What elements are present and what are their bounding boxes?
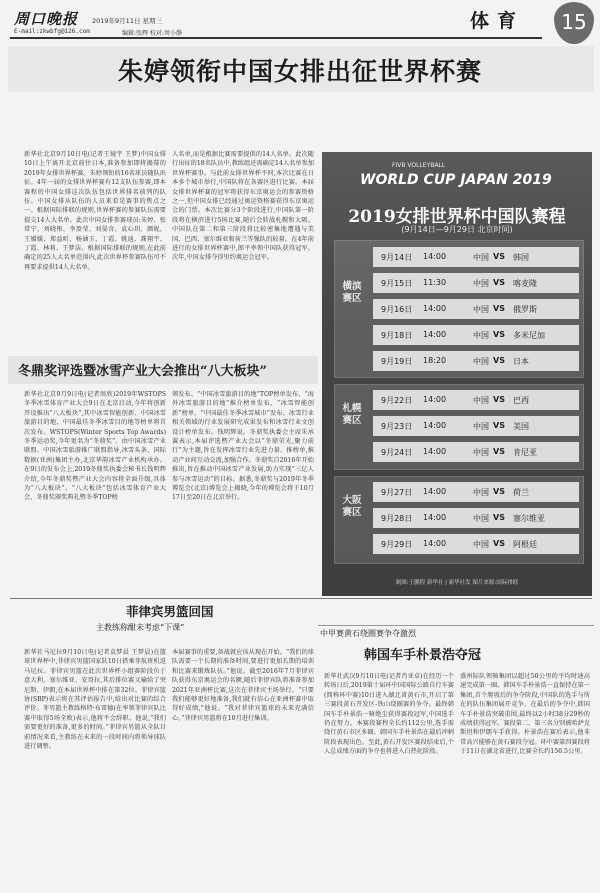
poster-credit: 制图:王鹏程 新华社 | 新华社发 图片来源:国际排联 [395, 580, 519, 586]
schedule-row [373, 416, 579, 436]
vs: VS [493, 447, 505, 456]
masthead: 周口晚报 [14, 10, 79, 28]
team: 中国 [473, 253, 489, 262]
editors-credit: 编辑:张辉 校对:周小静 [122, 30, 182, 37]
match-date: 9月23日 [381, 422, 413, 431]
vs: VS [493, 421, 505, 430]
second-article-col2: 颁发布、“中国冰雪旅游目的地”TOP榜单发布、“海外冰雪旅游目的地”推介榜单发布、“冰雪智能创新”榜单、“中国最佳冬季冰雪城市”发布、冰雪行业相关领域的行业发展研究成果发布和冰雪行业文创设计榜单发布。钱明辉说。冬鼎奖执委会主席朱承翼表示,本届评选暨产业大会以“冬鼎荣光,聚力前行”为主题,旨在发挥冰雪行业先进力量、推榜单,推动产业间互动交流,加强合作。冬鼎奖自2016年开始推出,旨在推动中国冰雪产业发展,助力实现“三亿人参与冰雪运动”的目标。据悉,冬鼎奖与2019年冬季博览会(北京)博览会上揭晓,今年的博览会将于10月17日至20日在北京举行。 [172, 391, 314, 502]
match-time: 14:00 [423, 539, 447, 548]
fourth-subheadline: 中甲赛黄石绕圈赛争夺激烈 [320, 629, 416, 638]
second-article-col1: 新华社北京9月9日电(记者周欣)2019年WSTOPS冬季冰雪体育产业大会9日在北京启动,今年将创新开设推出“八大板块”,其中冰雪智能创新、中国冰雪旅游目的地、中国最佳冬季冰雪目的地等榜单将首次发布。WSTOPS(Winter Sports Top Awards)冬季运动奖,今年更名为“冬鼎奖”。由中国冰雪产业联盟、中国冰雪旅游推广联盟指导,冰雪头条、国际数据(亚洲)集团主办,北京华韵冰雪产业机构承办。在9日的发布会上,2019冬鼎奖执委会秘书长钱明辉介绍,今年冬鼎奖暨产业大会内容将全面升级,具体为“八大板块”。“八大板块”包括冰雪体育产业大会、冬鼎奖颁奖典礼暨冬季TOP榜 [24, 391, 166, 502]
opponent: 美国 [513, 422, 529, 431]
vs: VS [493, 513, 505, 522]
date-line: 2019年9月11日 星期三 [92, 17, 163, 25]
match-time: 14:00 [423, 252, 447, 261]
main-headline: 朱婷领衔中国女排出征世界杯赛 [117, 57, 482, 86]
vs: VS [493, 487, 505, 496]
third-headline: 菲律宾男篮回国 [126, 604, 214, 619]
schedule-row [373, 247, 579, 267]
second-headline: 冬鼎奖评选暨冰雪产业大会推出“八大板块” [18, 364, 267, 379]
schedule-row [373, 482, 579, 502]
vs: VS [493, 304, 505, 313]
match-date: 9月15日 [381, 279, 413, 288]
vs: VS [493, 252, 505, 261]
email-link[interactable]: E-mail:zkwbfg@126.com [14, 28, 90, 35]
fourth-article-col2: 盛州际队领骑集团以超过50公里的平均时速高速完成第一圈。韩国车手朴景浩一直保持在第一集团,首个爬坡后的争夺阶段,中国队的选手与所在的队伍集团展开竞争。在最后的争夺中,韩国车手朴景浩突破重围,最终以2小时38分29秒的成绩获得冠军。赛段第二、第三名分别被哈萨克斯坦和伊朗车手获得。朴景浩在赛后表示,他非常高兴能够在黄石赛段夺冠。环中赛第四赛段将于11日在湖北省进行,比赛全长约156.5公里。 [460, 673, 590, 756]
team: 中国 [473, 448, 489, 457]
vs: VS [493, 395, 505, 404]
opponent: 多米尼加 [513, 331, 545, 340]
opponent: 塞尔维亚 [513, 514, 545, 523]
schedule-row [373, 508, 579, 528]
match-date: 9月27日 [381, 488, 413, 497]
main-article-col1: 新华社北京9月10日电(记者王镜宇 王梦)中国女排10日上午离开北京前往日本,准备参加即将揭幕的2019年女排世界杯赛。朱婷领衔的16名球员随队出征。4年一届的女排世界杯赛有12支队伍参赛,即本赛程的中国女排这次队伍包括世界排名前列的队伍。中国女排从队伍的人员来看是赛事的焦点之一。根据国际排联的规则,世界杯赛的参赛队伍需要提交14人大名单。此次中国女排参赛球员:朱婷、张常宁、刘晓彤、李盈莹、刘晏含、袁心玥、颜妮、王媛媛、郑益昕、杨涵玉、丁霞、姚迪、龚翔宇、丁霞、林莉、王梦洁。根据国际排联的规则,在此前确定的25人大名单范围内,此次世界杯参赛队伍可不再要求提供14人大名单。 [24, 151, 166, 271]
schedule-row [373, 299, 579, 319]
page-number-badge: 15 [554, 2, 594, 44]
main-article-col2: 人名单,而是根据比赛需要提供的14人名单。此次随行出征的18名队员中,教练组还需确定14人名单参加世界杯赛事。与此前女排世界杯不同,本次比赛在日本多个城市举行,中国队将在各赛区进行比赛。本届女排世界杯赛的冠军将获得东京奥运会的参赛资格之一,但中国女排已经通过奥运资格赛获得东京奥运会的门票。本次比赛分3个阶段进行,中国队第一阶段将在横滨进行5场比赛,随后会转战札幌和大阪。中国队在第二和第三阶段将比较密集地遭遇与美国、巴西、塞尔维亚和荷兰等强队的较量。在4年前进行的女排世界杯赛中,郎平率领中国队获得冠军。次年,中国女排夺得里约奥运会冠军。 [172, 151, 314, 262]
schedule-row [373, 442, 579, 462]
venue-label: 横滨赛区 [342, 281, 362, 304]
match-time: 14:00 [423, 330, 447, 339]
match-date: 9月22日 [381, 396, 413, 405]
match-time: 14:00 [423, 395, 447, 404]
third-article-col2: 本届赛事的重要,备战就应该从现在开始。“我们的球队需要一个长期的准备时间,要进行更加长期的培训和比赛来锻炼队伍。”他说。截至2016年7月菲律宾队获得东京奥运会的名额,随后菲律宾队将准备参加2021年亚洲杯比赛,这次在菲律宾主场举行。“只要我们能够更好地准备,我们就有信心在亚洲杯赛中取得好成绩,”他说。“我对菲律宾篮球的未来充满信心。”菲律宾男篮将在10月进行集训。 [172, 649, 314, 722]
vs: VS [493, 330, 505, 339]
team: 中国 [473, 488, 489, 497]
schedule-row [373, 351, 579, 371]
opponent: 喀麦隆 [513, 279, 537, 288]
team: 中国 [473, 514, 489, 523]
poster-title: 2019女排世界杯中国队赛程 [348, 207, 566, 227]
opponent: 阿根廷 [513, 540, 537, 549]
team: 中国 [473, 305, 489, 314]
opponent: 韩国 [513, 253, 529, 262]
schedule-row [373, 273, 579, 293]
opponent: 日本 [513, 357, 529, 366]
poster-subtitle: WORLD CUP JAPAN 2019 [360, 172, 552, 188]
venue-group [334, 476, 584, 564]
schedule-poster [322, 152, 592, 596]
opponent: 巴西 [513, 396, 529, 405]
match-date: 9月19日 [381, 357, 413, 366]
subhead-rule [318, 625, 594, 626]
match-time: 11:30 [423, 278, 447, 287]
team: 中国 [473, 357, 489, 366]
third-article-col1: 新华社马尼拉9月10日电(记者袁梦晨 王梦晨)在篮球世界杯中,菲律宾男篮国家队10日搭乘菲航班机返马尼拉。菲律宾男篮在此次世界杯小组赛阶段负于意大利、塞尔维亚、安哥拉,其后排位赛又输给了突尼斯、伊朗,在本届世界杯中排在第32位。菲律宾篮协(SBP)表示将在其评估报告中,给出对比赛的综合评价。菲男篮主教练格特·布雷德(在率领菲律宾队比赛中取得5场全败)表示,他将不会辞职。他说,“我们需要更好的准备,更多的时间。”菲律宾男篮从全队目前情况来看,主教练在未来的一段时间内将领导球队进行调整。 [24, 649, 166, 751]
venue-label: 札幌赛区 [342, 403, 362, 426]
vs: VS [493, 278, 505, 287]
match-date: 9月18日 [381, 331, 413, 340]
match-date: 9月24日 [381, 448, 413, 457]
match-time: 14:00 [423, 304, 447, 313]
match-time: 14:00 [423, 487, 447, 496]
fourth-article-col1: 新华社武汉9月10日电(记者肖亚卓)在经历一个转场日后,2019第十届环中国国际公路自行车赛(简称环中赛)10日进入湖北省黄石市,开启了第三赛段黄石开发区-铁山绕圈赛的争夺。最终韩国车手朴景浩一骑绝尘获得赛段冠军,中国选手仍在努力。本赛段赛程全长约112公里,选手需绕行黄石市区多圈。韩国车手朴景浩在最后冲刺阶段表现出色。至此,黄石开发区赛段结束后,个人总成绩方面的争夺也将进入白热化阶段。 [324, 673, 454, 756]
team: 中国 [473, 396, 489, 405]
match-date: 9月14日 [381, 253, 413, 262]
venue-group [334, 384, 584, 470]
venue-label: 大阪赛区 [342, 495, 362, 518]
opponent: 俄罗斯 [513, 305, 537, 314]
team: 中国 [473, 540, 489, 549]
match-date: 9月29日 [381, 540, 413, 549]
team: 中国 [473, 422, 489, 431]
schedule-row [373, 534, 579, 554]
opponent: 肯尼亚 [513, 448, 537, 457]
match-date: 9月16日 [381, 305, 413, 314]
venue-group [334, 240, 584, 378]
fivb-logo: FIVB VOLLEYBALL [392, 162, 446, 169]
team: 中国 [473, 331, 489, 340]
schedule-row [373, 390, 579, 410]
match-date: 9月28日 [381, 514, 413, 523]
match-time: 14:00 [423, 513, 447, 522]
poster-date-range: (9月14日—9月29日 北京时间) [401, 225, 513, 234]
match-time: 14:00 [423, 421, 447, 430]
schedule-row [373, 325, 579, 345]
opponent: 荷兰 [513, 488, 529, 497]
section-title: 体育 [470, 10, 525, 32]
match-time: 14:00 [423, 447, 447, 456]
section-divider [10, 598, 592, 599]
vs: VS [493, 539, 505, 548]
team: 中国 [473, 279, 489, 288]
fourth-headline: 韩国车手朴景浩夺冠 [364, 648, 482, 663]
third-subheadline: 主教练称酣未考虑“下课” [96, 623, 185, 632]
header-rule [10, 37, 542, 39]
vs: VS [493, 356, 505, 365]
match-time: 18:20 [423, 356, 447, 365]
